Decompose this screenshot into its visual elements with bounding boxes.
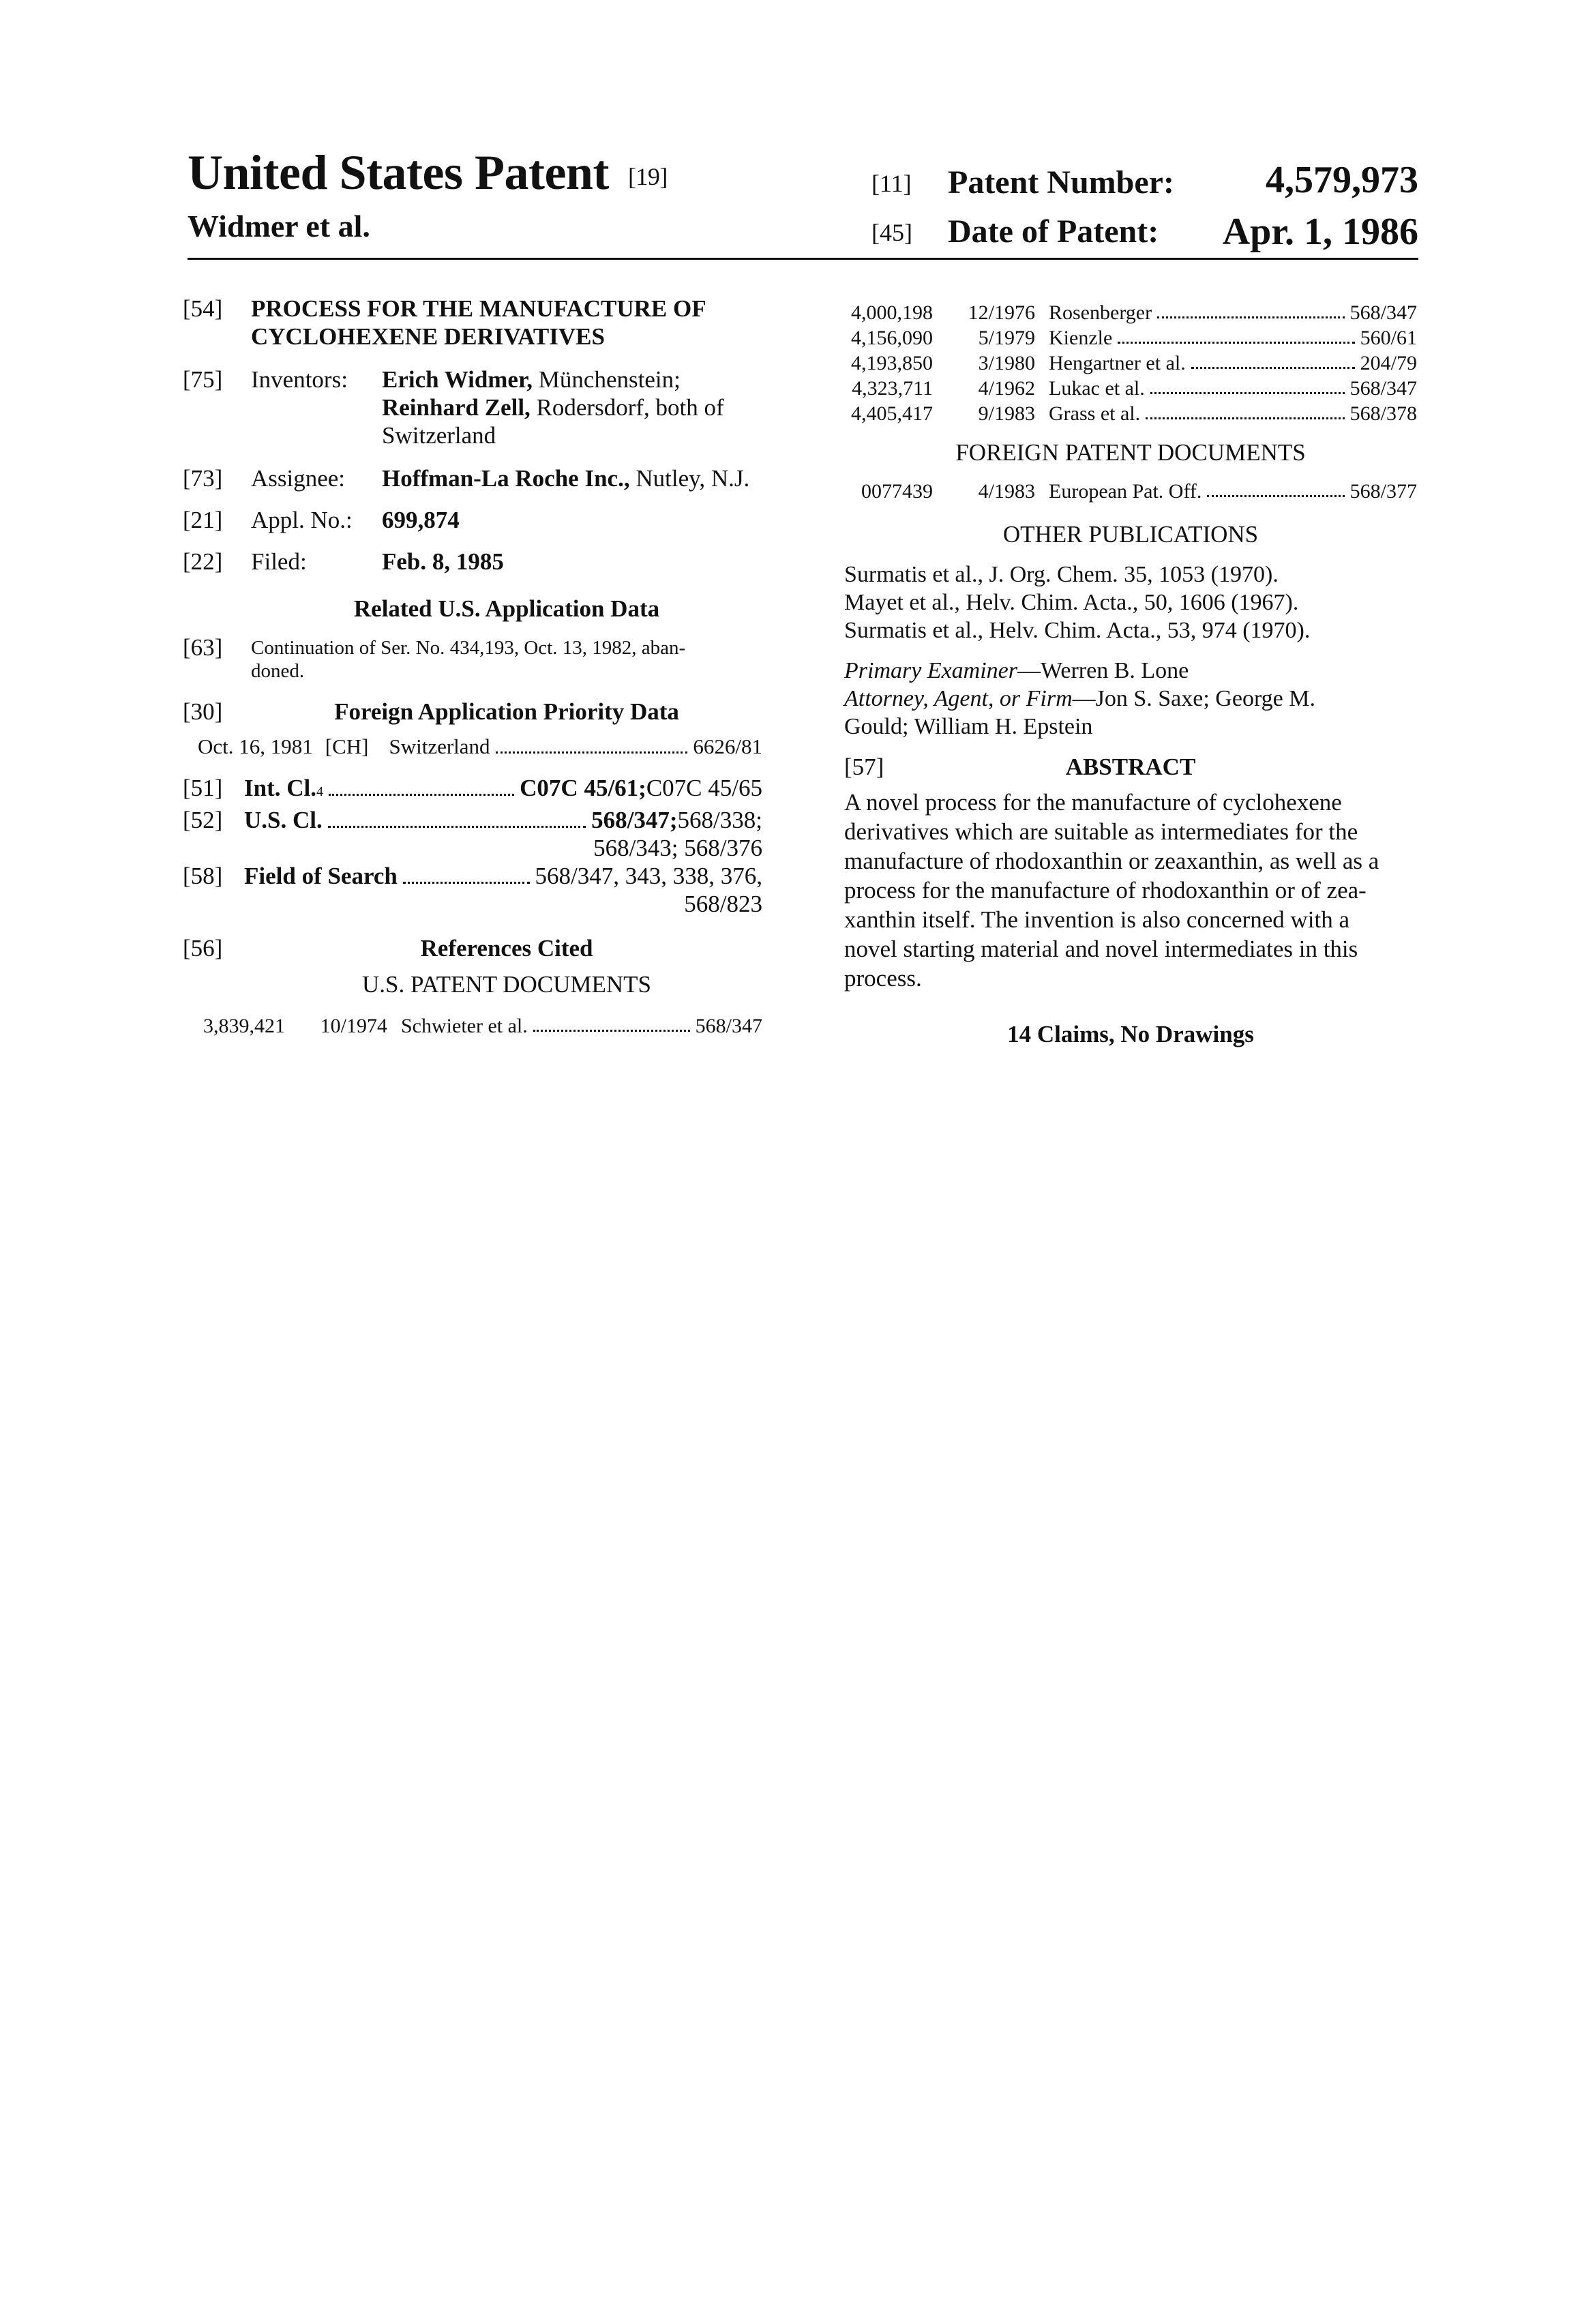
ref-date: 9/1983 [933,401,1049,426]
search-field [183,862,762,918]
priority-row [183,735,762,759]
foreign-heading: FOREIGN PATENT DOCUMENTS [844,438,1417,466]
foreign-ref-date: 4/1983 [933,479,1049,504]
ref-class: 560/61 [1360,325,1417,351]
document-title: United States Patent [19] [188,145,668,201]
header-rule [188,258,1418,260]
ref-class: 568/347 [696,1013,762,1039]
inventor1-place: Münchenstein; [533,366,681,393]
attorney-label: Attorney, Agent, or Firm [844,686,1073,711]
appl-code: [21] [183,506,251,534]
ref-row [844,401,1417,426]
intcl-label: Int. Cl. [244,774,316,802]
patent-number-label: Patent Number: [948,164,1174,201]
patent-number-code: [11] [871,169,912,198]
refs-field [183,934,762,962]
refs-code: [56] [183,934,251,962]
title-field-code: [54] [183,295,251,351]
assignee-field [183,464,762,492]
inventors-code: [75] [183,366,251,449]
abstract-line: A novel process for the manufacture of cyclohexene [844,788,1417,817]
assignee-name: Hoffman-La Roche Inc., [382,465,630,492]
priority-code: [30] [183,698,251,726]
ref-class: 568/347 [1350,376,1417,401]
uscl-line2: 568/343; 568/376 [244,834,762,862]
inventor1-name: Erich Widmer, [382,366,533,393]
inventor2-place: Rodersdorf, both of [531,394,724,421]
ref-date: 3/1980 [933,351,1049,376]
ref-row [844,376,1417,401]
continuation-field [183,634,762,683]
intcl-field [183,774,762,806]
uscl-value: 568/338; [678,806,762,834]
attorney-line2: Gould; William H. Epstein [844,713,1417,741]
abstract-header [844,753,1417,781]
foreign-ref-class: 568/377 [1350,479,1417,504]
appl-value: 699,874 [382,506,460,534]
priority-field [183,698,762,726]
search-line2: 568/823 [244,890,762,918]
appl-label: Appl. No.: [251,506,382,534]
title-line2: CYCLOHEXENE DERIVATIVES [251,323,706,351]
ref-name: Grass et al. [1049,401,1140,426]
us-refs-list [844,300,1417,426]
search-value: 568/347, 343, 338, 376, [535,862,762,890]
inventors-short: Widmer et al. [188,208,370,244]
publication-item: Surmatis et al., Helv. Chim. Acta., 53, 974 (1970). [844,616,1417,644]
patent-date: Apr. 1, 1986 [1223,210,1418,254]
other-pubs-heading: OTHER PUBLICATIONS [844,520,1417,548]
ref-date: 12/1976 [933,300,1049,325]
abstract-code: [57] [844,753,912,781]
ref-name: Hengartner et al. [1049,351,1186,376]
ref-number: 3,839,421 [196,1013,285,1039]
ref-class: 568/347 [1350,300,1417,325]
uscl-label: U.S. Cl. [244,806,323,834]
date-label: Date of Patent: [948,213,1159,250]
publications-list [844,561,1417,644]
abstract-line: process for the manufacture of rhodoxanthin or of zea- [844,876,1417,905]
ref-name: Kienzle [1049,325,1112,351]
appl-field [183,506,762,534]
uscl-value-bold: 568/347; [591,806,677,834]
title-line1: PROCESS FOR THE MANUFACTURE OF [251,295,706,323]
abstract-line: process. [844,964,1417,993]
assignee-label: Assignee: [251,464,382,492]
ref-date: 5/1979 [933,325,1049,351]
abstract-heading: ABSTRACT [912,753,1417,781]
inventors-country: Switzerland [382,421,724,449]
priority-country-code: [CH] [325,735,369,758]
intcl-code: [51] [183,774,244,806]
priority-heading: Foreign Application Priority Data [251,698,762,726]
abstract-line: novel starting material and novel intermediates in this [844,934,1417,964]
foreign-ref-row [844,479,1417,504]
ref-number: 4,323,711 [844,376,933,401]
filed-value: Feb. 8, 1985 [382,548,504,576]
ref-name: Rosenberger [1049,300,1152,325]
left-column [183,295,762,1039]
ref-number: 4,405,417 [844,401,933,426]
refs-heading: References Cited [251,934,762,962]
search-label: Field of Search [244,862,398,890]
search-code: [58] [183,862,244,918]
assignee-place: Nutley, N.J. [630,465,750,492]
filed-field [183,548,762,576]
inventor2-name: Reinhard Zell, [382,394,531,421]
publication-item: Mayet et al., Helv. Chim. Acta., 50, 1606 (1967). [844,589,1417,616]
continuation-line2: doned. [251,659,685,683]
ref-name: Lukac et al. [1049,376,1145,401]
patent-number: 4,579,973 [1266,158,1418,202]
ref-row [844,351,1417,376]
inventors-field [183,366,762,449]
foreign-ref-name: European Pat. Off. [1049,479,1202,504]
ref-row [844,325,1417,351]
ref-date: 4/1962 [933,376,1049,401]
date-code: [45] [871,218,912,247]
foreign-ref-number: 0077439 [844,479,933,504]
uscl-field [183,806,762,862]
priority-country: Switzerland [389,735,490,758]
intcl-value: C07C 45/65 [646,774,762,802]
publication-item: Surmatis et al., J. Org. Chem. 35, 1053 (1970). [844,561,1417,589]
uscl-code: [52] [183,806,244,862]
related-heading: Related U.S. Application Data [183,595,762,623]
us-docs-heading: U.S. PATENT DOCUMENTS [183,970,762,998]
abstract-line: xanthin itself. The invention is also concerned with a [844,905,1417,934]
ref-row [183,1013,762,1039]
priority-date: Oct. 16, 1981 [198,735,313,758]
assignee-code: [73] [183,464,251,492]
inventors-label: Inventors: [251,366,382,449]
continuation-line1: Continuation of Ser. No. 434,193, Oct. 13, 1982, aban- [251,636,685,659]
title-field [183,295,762,351]
ref-row [844,300,1417,325]
abstract-line: manufacture of rhodoxanthin or zeaxanthin, as well as a [844,846,1417,876]
intcl-sup: 4 [316,778,323,806]
ref-class: 204/79 [1360,351,1417,376]
continuation-code: [63] [183,634,251,683]
examiner-block [844,657,1417,741]
attorney-value: —Jon S. Saxe; George M. [1073,686,1315,711]
priority-number: 6626/81 [693,735,762,758]
ref-number: 4,000,198 [844,300,933,325]
ref-number: 4,156,090 [844,325,933,351]
examiner-label: Primary Examiner [844,658,1017,683]
abstract-text [844,788,1417,993]
ref-number: 4,193,850 [844,351,933,376]
ref-class: 568/378 [1350,401,1417,426]
filed-label: Filed: [251,548,382,576]
ref-date: 10/1974 [285,1013,401,1039]
intcl-value-bold: C07C 45/61; [520,774,646,802]
filed-code: [22] [183,548,251,576]
ref-name: Schwieter et al. [401,1013,528,1039]
claims-summary: 14 Claims, No Drawings [844,1020,1417,1048]
abstract-line: derivatives which are suitable as intermediates for the [844,817,1417,846]
right-column [844,300,1417,1048]
examiner-value: —Werren B. Lone [1017,658,1189,683]
title-code: [19] [628,163,668,190]
